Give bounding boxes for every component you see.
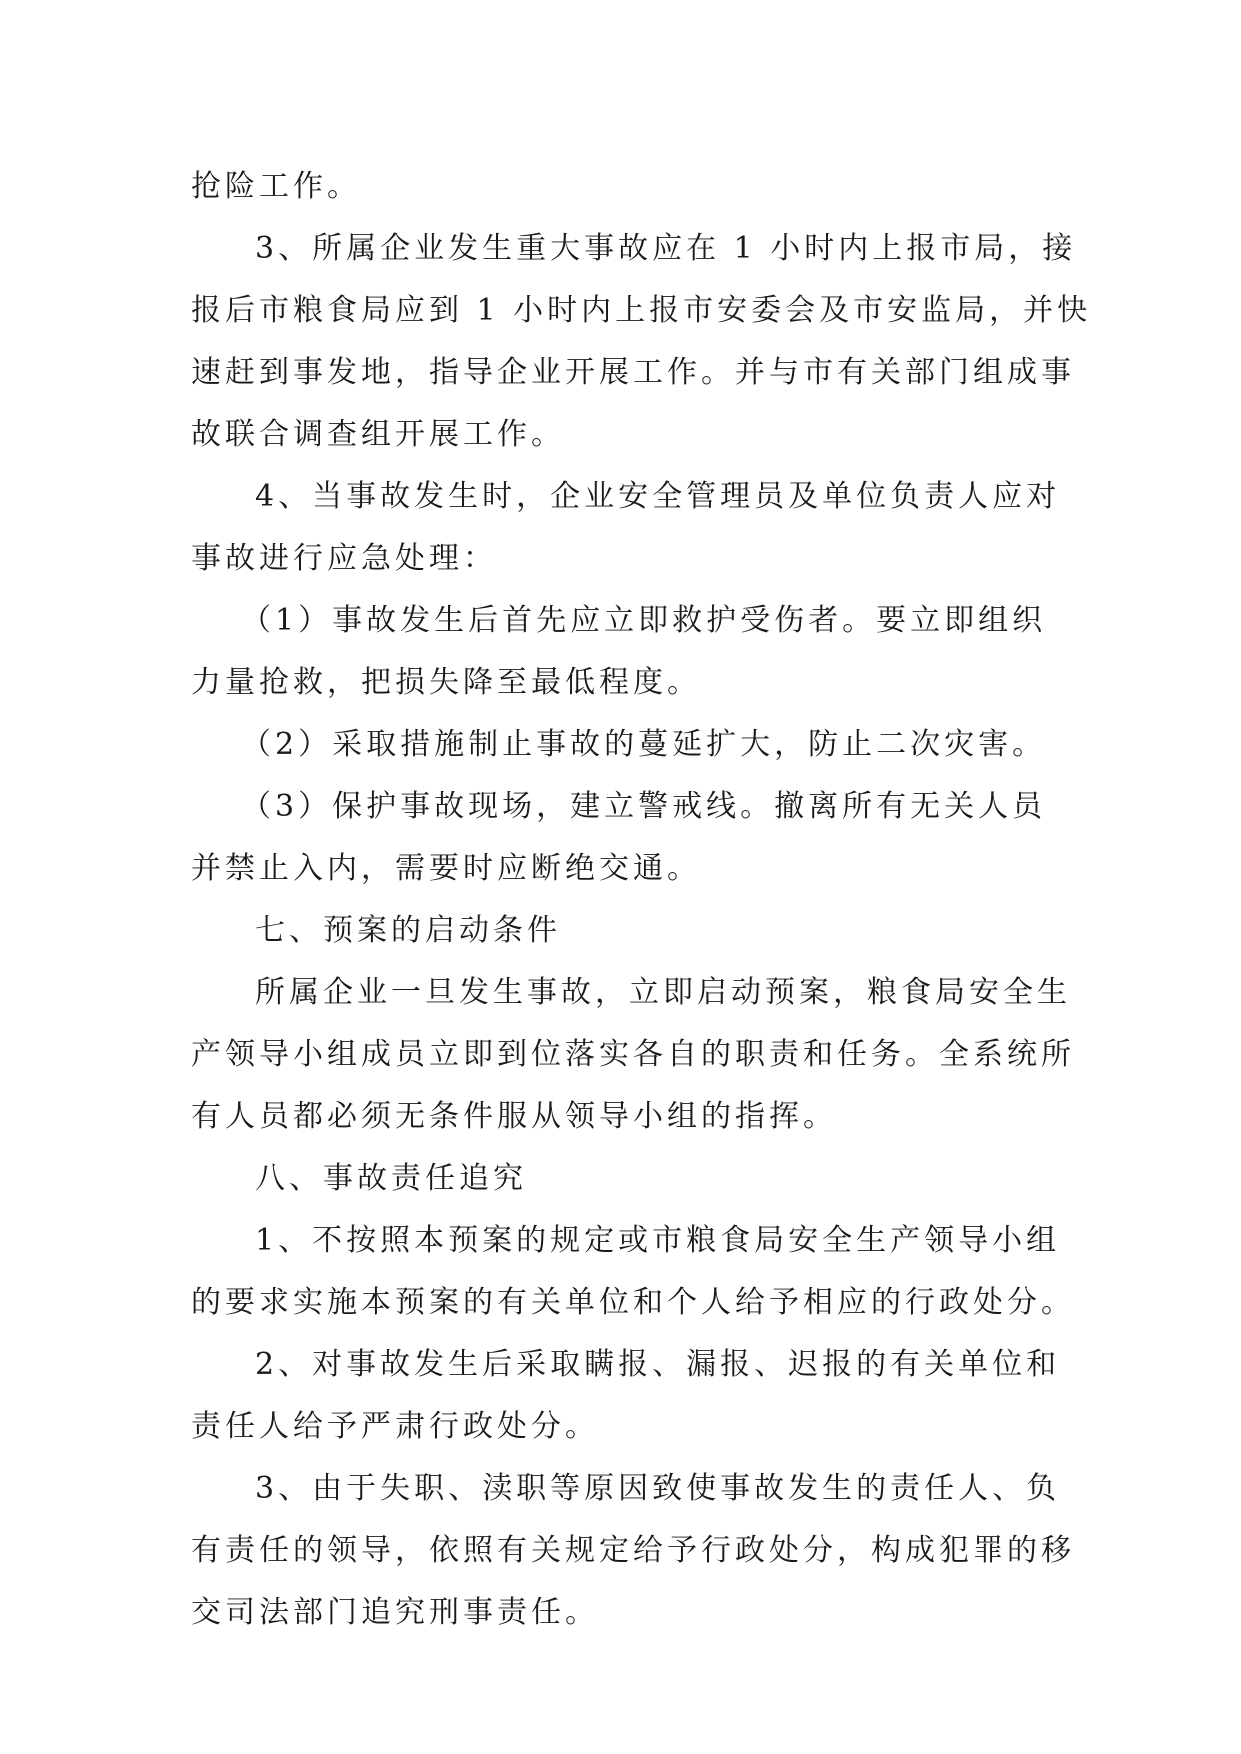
text-line: 所属企业一旦发生事故，立即启动预案，粮食局安全生 bbox=[255, 975, 1071, 1010]
text-line: 事故进行应急处理： bbox=[191, 541, 497, 576]
text-line: 力量抢救，把损失降至最低程度。 bbox=[191, 665, 701, 700]
text-line: （1）事故发生后首先应立即救护受伤者。要立即组织 bbox=[241, 603, 1047, 638]
text-line: 交司法部门追究刑事责任。 bbox=[191, 1595, 599, 1630]
text-line: 的要求实施本预案的有关单位和个人给予相应的行政处分。 bbox=[191, 1285, 1075, 1320]
text-line: 有责任的领导，依照有关规定给予行政处分，构成犯罪的移 bbox=[191, 1533, 1075, 1568]
text-line: 4、当事故发生时，企业安全管理员及单位负责人应对 bbox=[255, 479, 1061, 514]
text-line: 3、所属企业发生重大事故应在 1 小时内上报市局，接 bbox=[255, 231, 1077, 266]
section-heading: 七、预案的启动条件 bbox=[255, 913, 561, 948]
text-line: 1、不按照本预案的规定或市粮食局安全生产领导小组 bbox=[255, 1223, 1061, 1258]
document-body bbox=[191, 156, 1092, 1644]
text-line: 故联合调查组开展工作。 bbox=[191, 417, 565, 452]
text-line: （3）保护事故现场，建立警戒线。撤离所有无关人员 bbox=[241, 789, 1047, 824]
text-line: （2）采取措施制止事故的蔓延扩大，防止二次灾害。 bbox=[241, 727, 1047, 762]
text-line: 有人员都必须无条件服从领导小组的指挥。 bbox=[191, 1099, 837, 1134]
text-line: 并禁止入内，需要时应断绝交通。 bbox=[191, 851, 701, 886]
text-line: 抢险工作。 bbox=[191, 169, 361, 204]
section-heading: 八、事故责任追究 bbox=[255, 1161, 527, 1196]
text-line: 报后市粮食局应到 1 小时内上报市安委会及市安监局，并快 bbox=[191, 293, 1092, 328]
text-line: 2、对事故发生后采取瞒报、漏报、迟报的有关单位和 bbox=[255, 1347, 1061, 1382]
text-line: 产领导小组成员立即到位落实各自的职责和任务。全系统所 bbox=[191, 1037, 1075, 1072]
text-line: 责任人给予严肃行政处分。 bbox=[191, 1409, 599, 1444]
text-line: 3、由于失职、渎职等原因致使事故发生的责任人、负 bbox=[255, 1471, 1061, 1506]
text-line: 速赶到事发地，指导企业开展工作。并与市有关部门组成事 bbox=[191, 355, 1075, 390]
